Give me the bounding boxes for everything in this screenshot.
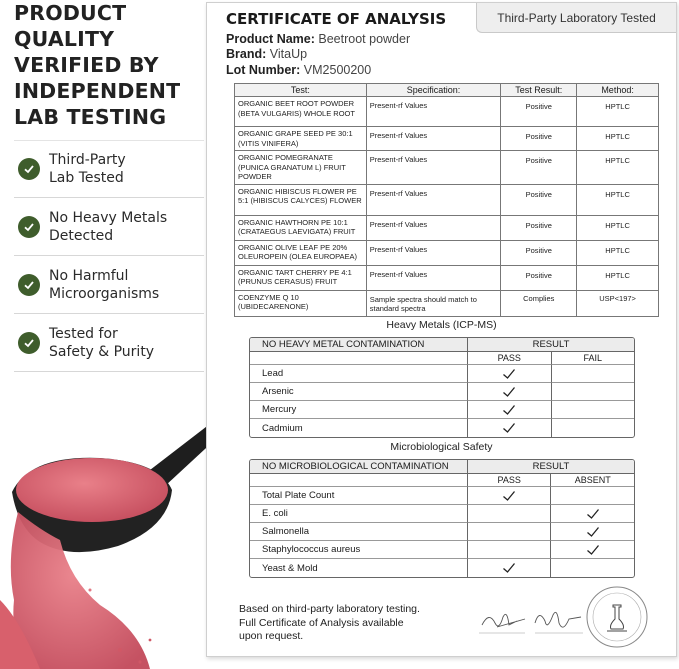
headline-line-4: INDEPENDENT (14, 79, 181, 103)
checkmark-icon (502, 386, 516, 398)
microbiology-table (249, 459, 635, 578)
test-method: HPTLC (577, 184, 659, 215)
check-circle-icon (18, 332, 40, 354)
footnote: Based on third-party laboratory testing. Full Certificate of Analysis available upon request. (239, 603, 420, 642)
result-cell-a (467, 365, 551, 383)
test-result: Positive (501, 151, 577, 185)
product-name-value: Beetroot powder (318, 32, 411, 46)
microbiology-rows (250, 487, 634, 577)
result-cell-b (550, 523, 634, 541)
claim-item (14, 198, 204, 256)
test-spec: Present-rf Values (366, 184, 501, 215)
row-label: Arsenic (250, 383, 467, 401)
row-label: Salmonella (250, 523, 467, 541)
result-cell-a (467, 419, 551, 437)
header-specification: Specification: (366, 84, 501, 97)
test-spec: Present-rf Values (366, 215, 501, 240)
checkmark-icon (502, 368, 516, 380)
table-row (235, 151, 659, 185)
brand-label: Brand: (226, 47, 267, 61)
test-method: HPTLC (577, 97, 659, 127)
result-cell-b (550, 505, 634, 523)
test-name: ORGANIC OLIVE LEAF PE 20% OLEUROPEIN (OLEA EUROPAEA) (235, 240, 367, 265)
result-cell-a (467, 401, 551, 419)
row-label: Lead (250, 365, 467, 383)
table-row (250, 419, 634, 437)
row-label: Total Plate Count (250, 487, 467, 505)
empty-cell (250, 474, 467, 487)
test-result: Complies (501, 290, 577, 316)
test-spec: Present-rf Values (366, 240, 501, 265)
checkmark-icon (502, 490, 516, 502)
scoop-powder-illustration (0, 400, 240, 669)
checkmark-icon (586, 526, 600, 538)
table-row (250, 523, 634, 541)
row-label: Mercury (250, 401, 467, 419)
result-cell-a (467, 505, 550, 523)
brand (226, 47, 307, 61)
heavy-metals-header-result: RESULT (467, 338, 634, 352)
tests-header-row (235, 84, 659, 97)
result-cell-b (550, 487, 634, 505)
table-row (235, 240, 659, 265)
microbiology-subheader-row (250, 474, 634, 487)
test-method: HPTLC (577, 151, 659, 185)
table-row (250, 505, 634, 523)
checkmark-icon (502, 422, 516, 434)
table-row (235, 97, 659, 127)
check-circle-icon (18, 216, 40, 238)
test-result: Positive (501, 127, 577, 151)
checkmark-icon (502, 562, 516, 574)
claim-item (14, 140, 204, 198)
table-row (235, 127, 659, 151)
check-circle-icon (18, 158, 40, 180)
result-cell-a (467, 559, 550, 577)
lot-number (226, 63, 371, 77)
result-cell-a (467, 487, 550, 505)
microbiology-title: Microbiological Safety (390, 441, 493, 453)
headline-line-3: VERIFIED BY (14, 53, 159, 77)
check-circle-icon (18, 274, 40, 296)
certificate-of-analysis (206, 2, 677, 657)
test-name: ORGANIC TART CHERRY PE 4:1 (PRUNUS CERASUS) FRUIT (235, 265, 367, 290)
table-row (235, 290, 659, 316)
test-result: Positive (501, 265, 577, 290)
result-cell-b (550, 559, 634, 577)
certificate-title: CERTIFICATE OF ANALYSIS (226, 10, 447, 28)
microbiology-col-pass: PASS (467, 474, 550, 487)
test-result: Positive (501, 97, 577, 127)
test-method: HPTLC (577, 240, 659, 265)
result-cell-b (551, 365, 635, 383)
microbiology-col-absent: ABSENT (550, 474, 634, 487)
test-method: HPTLC (577, 127, 659, 151)
checkmark-icon (586, 508, 600, 520)
claim-text: No Harmful Microorganisms (49, 267, 160, 302)
test-name: COENZYME Q 10 (UBIDECARENONE) (235, 290, 367, 316)
heavy-metals-col-pass: PASS (467, 352, 551, 365)
checkmark-icon (502, 404, 516, 416)
headline (14, 0, 204, 130)
test-name: ORGANIC HIBISCUS FLOWER PE 5:1 (HIBISCUS CALYCES) FLOWER (235, 184, 367, 215)
result-cell-b (551, 419, 635, 437)
claim-item (14, 314, 204, 372)
lot-number-label: Lot Number: (226, 63, 301, 77)
claims-list (14, 140, 204, 372)
header-test: Test: (235, 84, 367, 97)
heavy-metals-rows (250, 365, 634, 437)
brand-value: VitaUp (269, 47, 308, 61)
tests-table (234, 83, 659, 317)
table-row (235, 265, 659, 290)
lab-tested-seal-icon (585, 585, 649, 649)
claim-text: Third-Party Lab Tested (49, 152, 126, 186)
table-row (250, 487, 634, 505)
heavy-metals-col-fail: FAIL (551, 352, 635, 365)
microbiology-header-label: NO MICROBIOLOGICAL CONTAMINATION (250, 460, 467, 474)
result-cell-a (467, 383, 551, 401)
row-label: E. coli (250, 505, 467, 523)
heavy-metals-header-row (250, 338, 634, 352)
heavy-metals-table (249, 337, 635, 438)
test-method: HPTLC (577, 215, 659, 240)
test-spec: Sample spectra should match to standard spectra (366, 290, 501, 316)
microbiology-header-row (250, 460, 634, 474)
table-row (250, 365, 634, 383)
result-cell-b (550, 541, 634, 559)
row-label: Cadmium (262, 422, 303, 434)
header-method: Method: (577, 84, 659, 97)
table-row (235, 215, 659, 240)
test-name: ORGANIC HAWTHORN PE 10:1 (CRATAEGUS LAEVIGATA) FRUIT (235, 215, 367, 240)
microbiology-header-result: RESULT (467, 460, 634, 474)
test-method: USP<197> (577, 290, 659, 316)
third-party-tag: Third-Party Laboratory Tested (476, 3, 676, 33)
test-spec: Present-rf Values (366, 265, 501, 290)
claim-text: No Heavy Metals Detected (49, 209, 168, 244)
result-cell-a (467, 523, 550, 541)
test-method: HPTLC (577, 265, 659, 290)
table-row (250, 383, 634, 401)
test-spec: Present-rf Values (366, 127, 501, 151)
headline-line-2: QUALITY (14, 27, 115, 51)
result-cell-b (551, 401, 635, 419)
product-name (226, 32, 410, 46)
table-row (250, 559, 634, 577)
claim-item (14, 256, 204, 314)
table-row (250, 401, 634, 419)
row-label: Yeast & Mold (262, 562, 318, 574)
table-row (250, 541, 634, 559)
empty-cell (250, 352, 467, 365)
row-label: Staphylococcus aureus (250, 541, 467, 559)
headline-line-5: LAB TESTING (14, 105, 167, 129)
heavy-metals-title: Heavy Metals (ICP-MS) (386, 319, 497, 331)
result-cell-a (467, 541, 550, 559)
lot-number-value: VM2500200 (303, 63, 372, 77)
test-spec: Present-rf Values (366, 151, 501, 185)
result-cell-b (551, 383, 635, 401)
header-test-result: Test Result: (501, 84, 577, 97)
headline-line-1: PRODUCT (14, 1, 127, 25)
heavy-metals-subheader-row (250, 352, 634, 365)
checkmark-icon (586, 544, 600, 556)
test-result: Positive (501, 184, 577, 215)
test-name: ORGANIC GRAPE SEED PE 30:1 (VITIS VINIFERA) (235, 127, 367, 151)
signature-icon (477, 603, 587, 639)
test-result: Positive (501, 215, 577, 240)
product-name-label: Product Name: (226, 32, 315, 46)
test-result: Positive (501, 240, 577, 265)
test-spec: Present-rf Values (366, 97, 501, 127)
claim-text: Tested for Safety & Purity (49, 325, 155, 360)
table-row (235, 184, 659, 215)
heavy-metals-header-label: NO HEAVY METAL CONTAMINATION (250, 338, 467, 352)
test-name: ORGANIC BEET ROOT POWDER (BETA VULGARIS) WHOLE ROOT (235, 97, 367, 127)
test-name: ORGANIC POMEGRANATE (PUNICA GRANATUM L) FRUIT POWDER (235, 151, 367, 185)
